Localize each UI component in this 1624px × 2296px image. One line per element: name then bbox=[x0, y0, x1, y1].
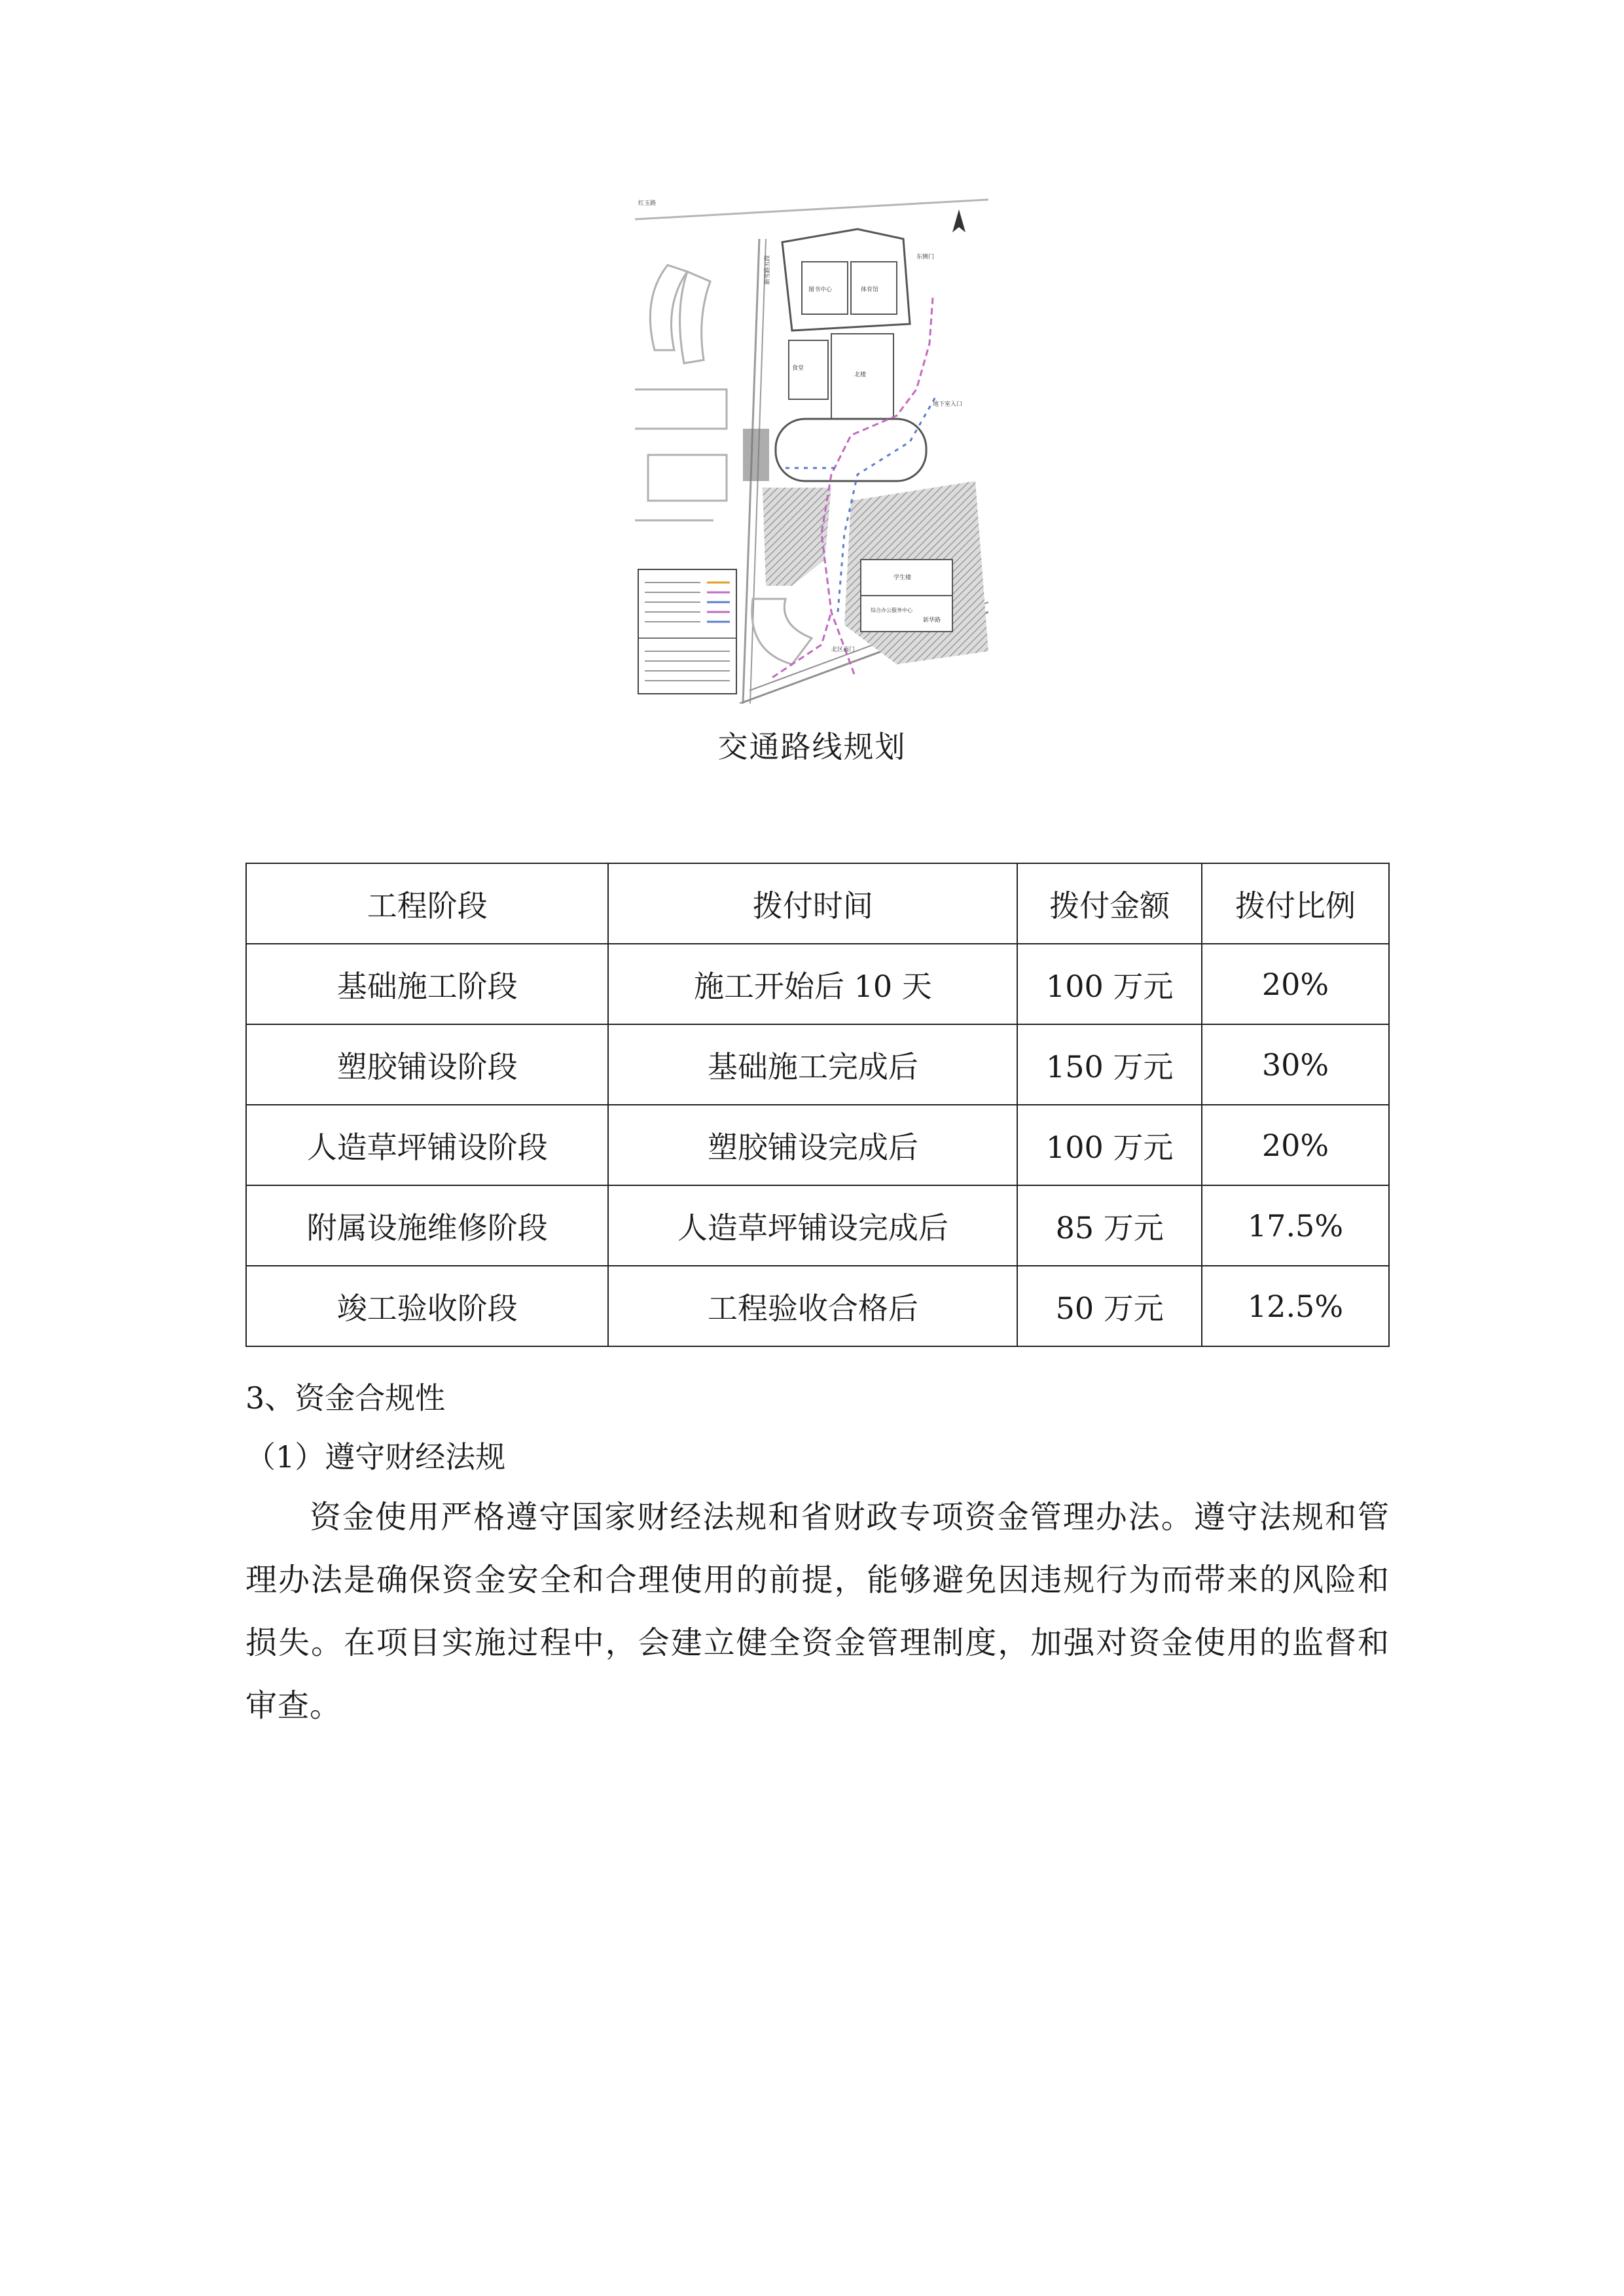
cell-stage: 附属设施维修阶段 bbox=[246, 1185, 608, 1266]
cell-amount: 100 万元 bbox=[1017, 1105, 1202, 1185]
table-row bbox=[246, 1105, 1389, 1185]
cell-amount: 50 万元 bbox=[1017, 1266, 1202, 1346]
cell-ratio: 12.5% bbox=[1202, 1266, 1389, 1346]
header-ratio: 拨付比例 bbox=[1202, 863, 1389, 944]
header-time: 拨付时间 bbox=[608, 863, 1017, 944]
table-row bbox=[246, 944, 1389, 1024]
map-label-road-b: 新雪路五段 bbox=[765, 255, 771, 285]
cell-stage: 人造草坪铺设阶段 bbox=[246, 1105, 608, 1185]
map-label-road-c: 新华路 bbox=[923, 617, 941, 624]
header-amount: 拨付金额 bbox=[1017, 863, 1202, 944]
cell-stage: 塑胶铺设阶段 bbox=[246, 1024, 608, 1105]
cell-ratio: 17.5% bbox=[1202, 1185, 1389, 1266]
map-label-bldg-1: 图书中心 bbox=[808, 287, 833, 293]
map-label-bldg-3: 食堂 bbox=[792, 365, 804, 372]
cell-ratio: 30% bbox=[1202, 1024, 1389, 1105]
map-label-bldg-4: 北楼 bbox=[854, 372, 867, 378]
table-row bbox=[246, 1185, 1389, 1266]
cell-amount: 100 万元 bbox=[1017, 944, 1202, 1024]
map-label-bldg-6: 综合办公服务中心 bbox=[871, 607, 912, 613]
cell-time: 施工开始后 10 天 bbox=[608, 944, 1017, 1024]
cell-amount: 150 万元 bbox=[1017, 1024, 1202, 1105]
section-subheading: （1）遵守财经法规 bbox=[245, 1439, 506, 1475]
payment-schedule-table bbox=[245, 863, 1390, 1347]
section-heading: 3、资金合规性 bbox=[245, 1380, 446, 1416]
cell-time: 基础施工完成后 bbox=[608, 1024, 1017, 1105]
map-label-gate-1: 东侧门 bbox=[916, 254, 935, 260]
map-label-bldg-2: 体育馆 bbox=[861, 287, 879, 293]
figure-caption: 交通路线规划 bbox=[717, 729, 907, 764]
traffic-route-map bbox=[635, 193, 988, 704]
cell-ratio: 20% bbox=[1202, 944, 1389, 1024]
table-header-row bbox=[246, 863, 1389, 944]
cell-stage: 基础施工阶段 bbox=[246, 944, 608, 1024]
body-paragraph: 资金使用严格遵守国家财经法规和省财政专项资金管理办法。遵守法规和管理办法是确保资金安全和合理使用的前提，能够避免因违规行为而带来的风险和损失。在项目实施过程中，会建立健全资金管理制度，加强对资金使用的监督和审查。 bbox=[245, 1499, 1390, 1724]
map-label-gate-2: 地下室入口 bbox=[933, 401, 963, 408]
cell-ratio: 20% bbox=[1202, 1105, 1389, 1185]
table-row bbox=[246, 1024, 1389, 1105]
table-row bbox=[246, 1266, 1389, 1346]
cell-stage: 竣工验收阶段 bbox=[246, 1266, 608, 1346]
header-stage: 工程阶段 bbox=[246, 863, 608, 944]
map-label-road-a: 红玉路 bbox=[638, 200, 657, 207]
map-label-bldg-5: 学生楼 bbox=[893, 575, 912, 581]
cell-time: 塑胶铺设完成后 bbox=[608, 1105, 1017, 1185]
cell-time: 人造草坪铺设完成后 bbox=[608, 1185, 1017, 1266]
map-label-gate-3: 北区南门 bbox=[831, 647, 856, 653]
cell-time: 工程验收合格后 bbox=[608, 1266, 1017, 1346]
cell-amount: 85 万元 bbox=[1017, 1185, 1202, 1266]
